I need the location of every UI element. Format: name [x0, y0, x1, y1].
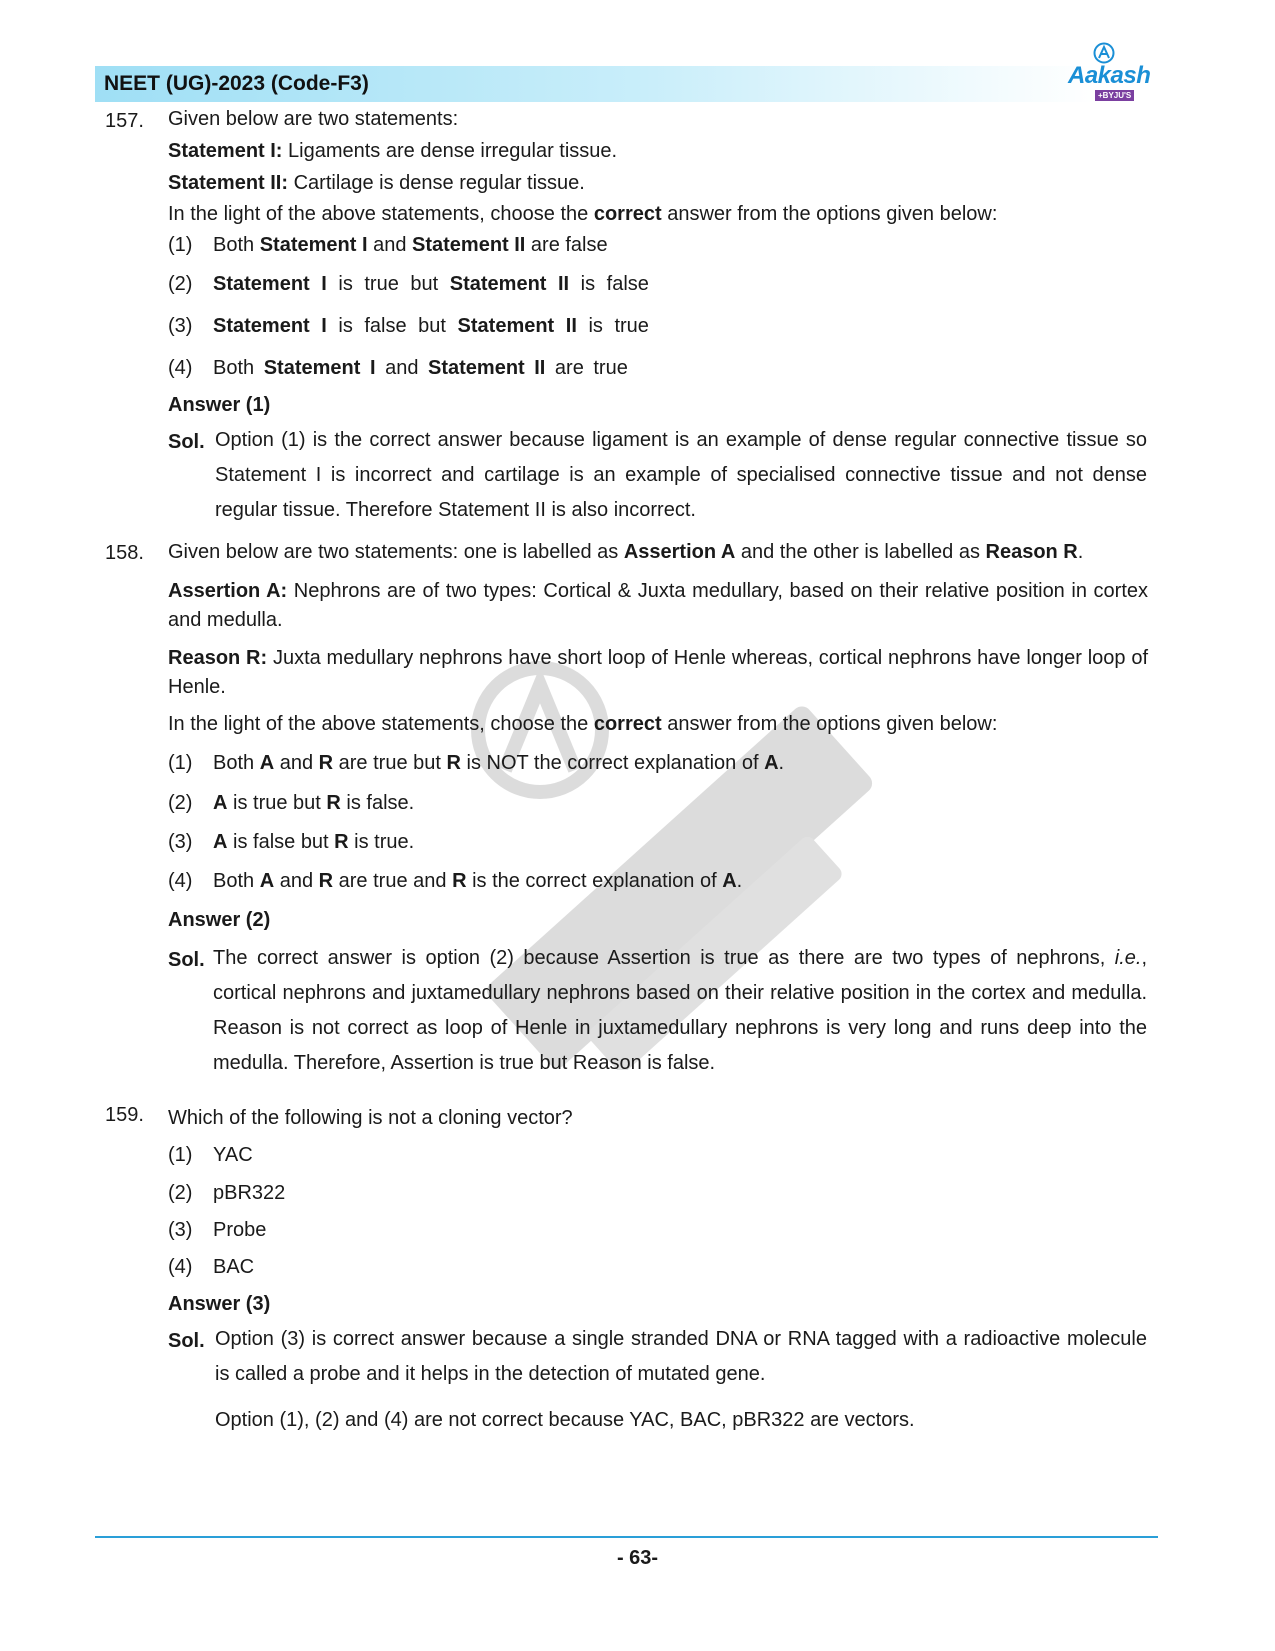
solution-text: Option (3) is correct answer because a single stranded DNA or RNA tagged with a radioactive molecule is called a probe and it helps in the detection of mutated gene. — [215, 1328, 1147, 1385]
aakash-logo — [1063, 40, 1153, 104]
question-prompt: In the light of the above statements, choose the correct answer from the options given below: — [168, 203, 998, 225]
logo-text: Aakash — [1068, 62, 1151, 89]
question-prompt: In the light of the above statements, choose the correct answer from the options given below: — [168, 713, 998, 735]
option-1: (1) YAC — [168, 1144, 253, 1166]
option-3: (3) Probe — [168, 1219, 267, 1241]
option-3: (3) Statement I is false but Statement II is true — [168, 315, 649, 337]
option-2: (2) Statement I is true but Statement II is false — [168, 273, 649, 295]
statement-1: Statement I: Ligaments are dense irregular tissue. — [168, 140, 618, 162]
option-4: (4) Both A and R are true and R is the correct explanation of A. — [168, 870, 743, 892]
option-3: (3) A is false but R is true. — [168, 831, 415, 853]
solution-label: Sol. — [168, 431, 205, 453]
solution-note: Option (1), (2) and (4) are not correct because YAC, BAC, pBR322 are vectors. — [215, 1409, 915, 1431]
solution-label: Sol. — [168, 949, 205, 971]
answer-label: Answer (1) — [168, 394, 271, 416]
solution-text: Option (1) is the correct answer because ligament is an example of dense regular connective tissue so Statement I is incorrect and cartilage is an example of specialised connective tissue and not dense regular tissue. Therefore Statement II is also incorrect. — [215, 429, 1147, 521]
logo-subtext: +BYJU'S — [1095, 90, 1134, 101]
solution-label: Sol. — [168, 1330, 205, 1352]
question-intro: Which of the following is not a cloning vector? — [168, 1107, 573, 1129]
footer-divider — [95, 1536, 1158, 1538]
option-4: (4) Both Statement I and Statement II are true — [168, 357, 628, 379]
question-intro: Given below are two statements: — [168, 108, 459, 130]
question-number: 159. — [105, 1104, 144, 1126]
option-2: (2) pBR322 — [168, 1182, 286, 1204]
question-number: 158. — [105, 542, 144, 564]
page-title: NEET (UG)-2023 (Code-F3) — [104, 72, 369, 95]
question-number: 157. — [105, 110, 144, 132]
option-1: (1) Both A and R are true but R is NOT the correct explanation of A. — [168, 752, 785, 774]
answer-label: Answer (3) — [168, 1293, 271, 1315]
option-1: (1) Both Statement I and Statement II are false — [168, 234, 608, 256]
reason: Reason R: Juxta medullary nephrons have short loop of Henle whereas, cortical nephrons have longer loop of Henle. — [168, 647, 1149, 698]
statement-2: Statement II: Cartilage is dense regular tissue. — [168, 172, 585, 194]
answer-label: Answer (2) — [168, 909, 271, 931]
page-number: - 63- — [616, 1547, 659, 1569]
option-4: (4) BAC — [168, 1256, 255, 1278]
assertion: Assertion A: Nephrons are of two types: Cortical & Juxta medullary, based on their relative position in cortex and medulla. — [168, 580, 1148, 631]
solution-text: The correct answer is option (2) because Assertion is true as there are two types of nephrons, i.e., cortical nephrons and juxtamedullary nephrons based on their relative position in the cortex and medulla. Reason is not correct as loop of Henle in juxtamedullary nephrons is very long and runs deep into the medulla. Therefore, Assertion is true but Reason is false. — [213, 947, 1147, 1074]
option-2: (2) A is true but R is false. — [168, 792, 415, 814]
aakash-emblem-icon — [1093, 42, 1115, 64]
question-intro: Given below are two statements: one is labelled as Assertion A and the other is labelled as Reason R. — [168, 541, 1084, 563]
